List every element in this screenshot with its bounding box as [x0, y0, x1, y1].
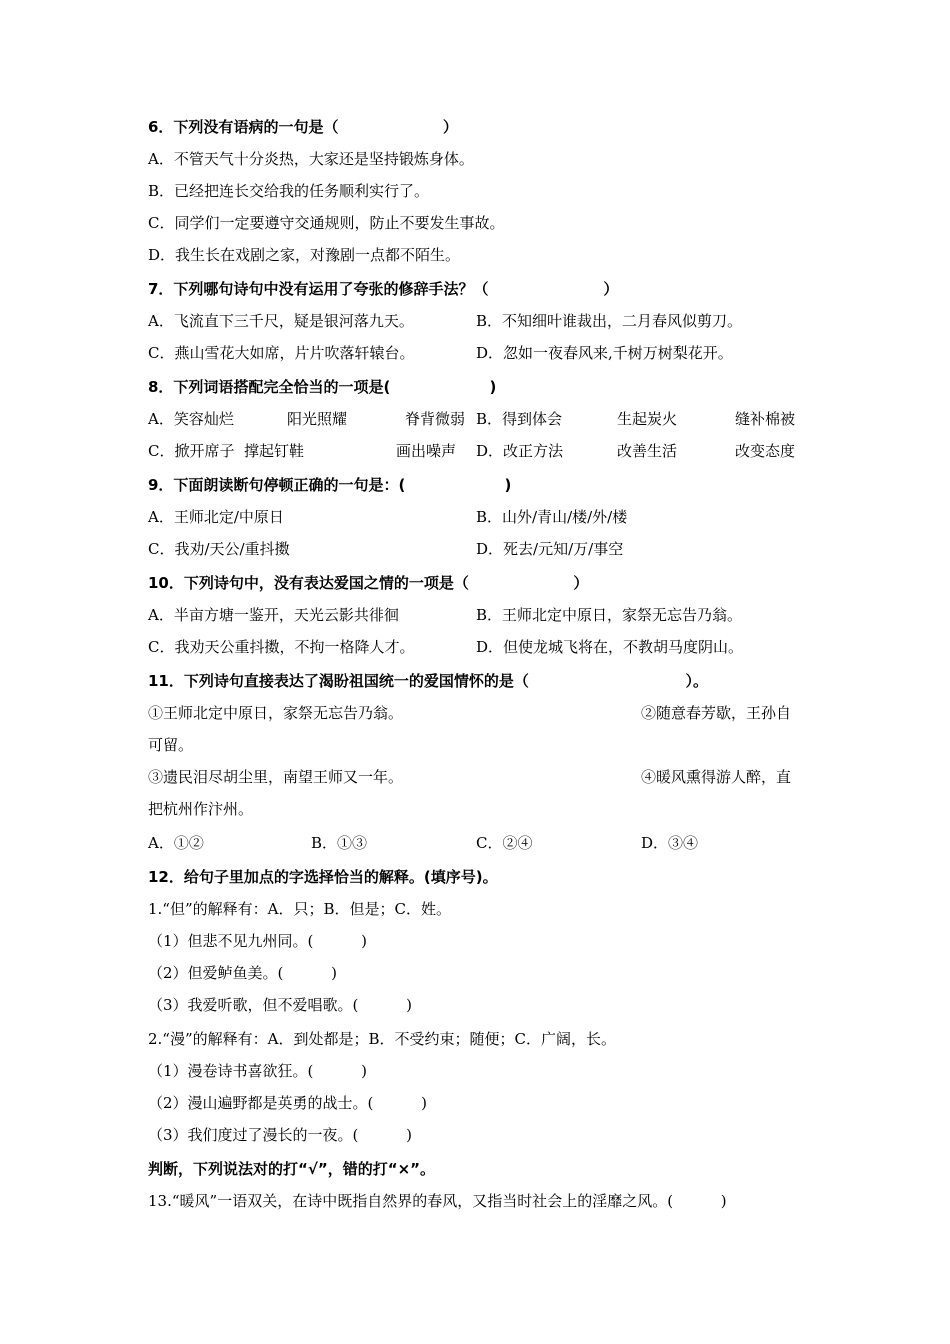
- question-12-stem: 12．给句子里加点的字选择恰当的解释。(填序号)。: [148, 868, 498, 886]
- question-12-part-2-item-3: （3）我们度过了漫长的一夜。( ): [148, 1126, 412, 1144]
- question-13: 13.“暖风”一语双关，在诗中既指自然界的春风，又指当时社会上的淫靡之风。( ): [148, 1192, 727, 1210]
- question-11-option-b: B．①③: [311, 834, 368, 852]
- question-12-part-1-heading: 1.“但”的解释有：A．只；B．但是；C．姓。: [148, 900, 451, 918]
- question-8-option-c-word-3: 画出噪声: [396, 442, 457, 460]
- question-7-option-d: D．忽如一夜春风来,千树万树梨花开。: [476, 344, 733, 362]
- question-7-option-a: A．飞流直下三千尺，疑是银河落九天。: [148, 312, 414, 330]
- question-11-sentence-3: ③遗民泪尽胡尘里，南望王师又一年。: [148, 768, 404, 786]
- question-9-option-a: A．王师北定/中原日: [148, 508, 284, 526]
- question-12-part-2-item-2: （2）漫山遍野都是英勇的战士。( ): [148, 1094, 427, 1112]
- question-7-stem: 7．下列哪句诗句中没有运用了夸张的修辞手法？（ ）: [148, 280, 619, 298]
- question-11-option-c: C．②④: [476, 834, 533, 852]
- question-10-stem: 10．下列诗句中，没有表达爱国之情的一项是（ ）: [148, 574, 589, 592]
- question-11-sentence-2-end: 可留。: [148, 736, 194, 754]
- question-6-option-a: A．不管天气十分炎热，大家还是坚持锻炼身体。: [148, 150, 474, 168]
- question-9-option-c: C．我劝/天公/重抖擞: [148, 540, 290, 558]
- question-8-option-b-word-2: 生起炭火: [617, 410, 678, 428]
- question-8-option-d-word-1: D．改正方法: [476, 442, 564, 460]
- question-8-stem: 8．下列词语搭配完全恰当的一项是( ): [148, 378, 497, 396]
- question-11-sentence-4-end: 把杭州作汴州。: [148, 800, 254, 818]
- question-11-sentence-1: ①王师北定中原日，家祭无忘告乃翁。: [148, 704, 404, 722]
- question-11-option-a: A．①②: [148, 834, 204, 852]
- question-11-sentence-4-start: ④暖风熏得游人醉，直: [641, 768, 792, 786]
- question-6-stem: 6．下列没有语病的一句是（ ）: [148, 118, 458, 136]
- question-6-option-c: C．同学们一定要遵守交通规则，防止不要发生事故。: [148, 214, 505, 232]
- true-false-heading: 判断，下列说法对的打“√”，错的打“×”。: [148, 1160, 436, 1178]
- question-8-option-d-word-2: 改善生活: [617, 442, 678, 460]
- question-6-option-d: D．我生长在戏剧之家，对豫剧一点都不陌生。: [148, 246, 461, 264]
- question-8-option-b-word-1: B．得到体会: [476, 410, 563, 428]
- question-10-option-c: C．我劝天公重抖擞，不拘一格降人才。: [148, 638, 415, 656]
- question-8-option-a-word-1: A．笑容灿烂: [148, 410, 234, 428]
- question-10-option-a: A．半亩方塘一鉴开，天光云影共徘徊: [148, 606, 399, 624]
- question-8-option-c-words: C．掀开席子 撑起钉鞋: [148, 442, 305, 460]
- question-11-option-d: D．③④: [641, 834, 699, 852]
- question-9-option-b: B．山外/青山/楼/外/楼: [476, 508, 628, 526]
- question-6-option-b: B．已经把连长交给我的任务顺利实行了。: [148, 182, 430, 200]
- question-8-option-b-word-3: 缝补棉被: [735, 410, 796, 428]
- question-9-option-d: D．死去/元知/万/事空: [476, 540, 624, 558]
- question-8-option-d-word-3: 改变态度: [735, 442, 796, 460]
- question-10-option-d: D．但使龙城飞将在，不教胡马度阴山。: [476, 638, 744, 656]
- question-12-part-1-item-2: （2）但爱鲈鱼美。( ): [148, 964, 337, 982]
- question-7-option-c: C．燕山雪花大如席，片片吹落轩辕台。: [148, 344, 415, 362]
- question-12-part-2-item-1: （1）漫卷诗书喜欲狂。( ): [148, 1062, 367, 1080]
- question-12-part-2-heading: 2.“漫”的解释有：A．到处都是；B．不受约束；随便；C．广阔，长。: [148, 1030, 616, 1048]
- question-12-part-1-item-3: （3）我爱听歌，但不爱唱歌。( ): [148, 996, 412, 1014]
- question-7-option-b: B．不知细叶谁裁出，二月春风似剪刀。: [476, 312, 743, 330]
- question-8-option-a-word-3: 脊背微弱: [405, 410, 466, 428]
- question-11-sentence-2-start: ②随意春芳歇，王孙自: [641, 704, 792, 722]
- question-10-option-b: B．王师北定中原日，家祭无忘告乃翁。: [476, 606, 743, 624]
- question-11-stem: 11．下列诗句直接表达了渴盼祖国统一的爱国情怀的是（ ）。: [148, 672, 709, 690]
- question-9-stem: 9．下面朗读断句停顿正确的一句是：( ): [148, 476, 512, 494]
- question-12-part-1-item-1: （1）但悲不见九州同。( ): [148, 932, 367, 950]
- question-8-option-a-word-2: 阳光照耀: [287, 410, 348, 428]
